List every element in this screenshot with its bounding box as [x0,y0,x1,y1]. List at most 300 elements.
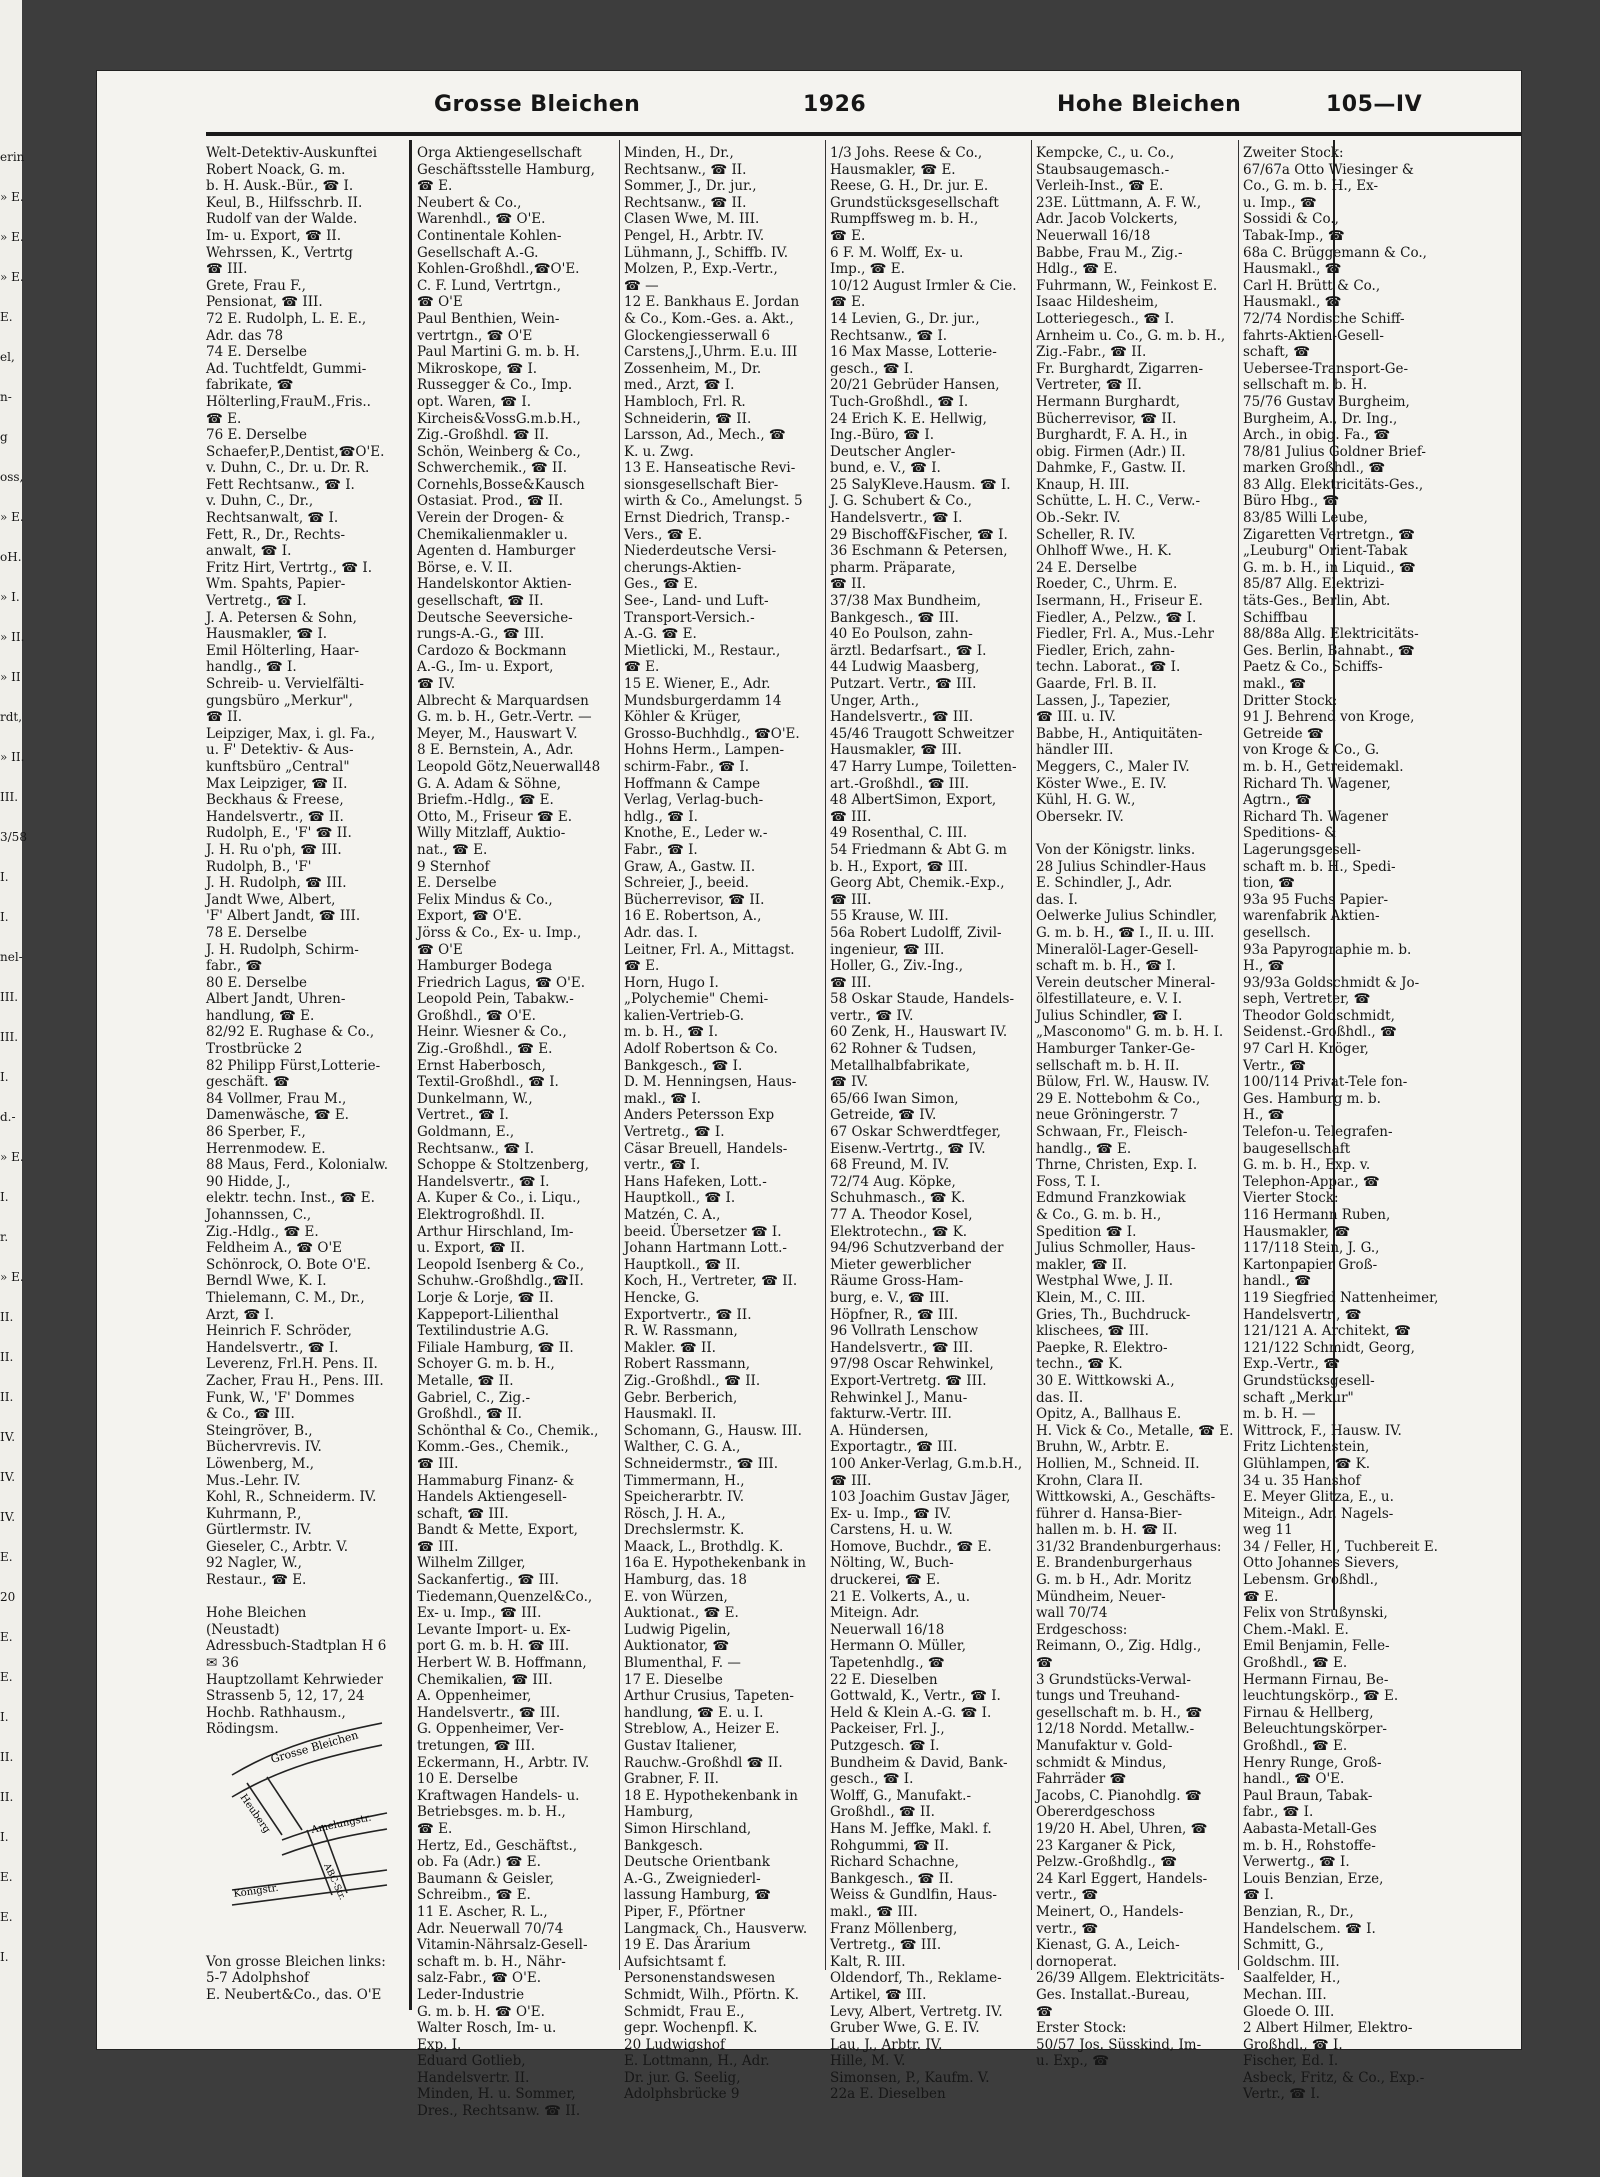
directory-line: Bücherrevisor, ☎ II. [1036,410,1177,427]
directory-line: Minden, H., Dr., [624,145,734,161]
directory-line: C. F. Lund, Vertrtgn., [417,277,562,294]
directory-line: Speditions- & [1243,825,1337,842]
directory-line: 82 Philipp Fürst,Lotterie- [206,1057,381,1074]
directory-line: Knaup, H. III. [1036,476,1130,493]
directory-line: Vertretg., ☎ I. [624,1124,725,1141]
directory-line: Betriebsges. m. b. H., [417,1804,566,1821]
directory-line: Kartonpapier Groß- [1243,1256,1378,1273]
directory-line: Rechtsanwalt, ☎ I. [206,510,339,527]
directory-line: Aufsichtsamt f. [624,1953,727,1970]
directory-line: Zweiter Stock: [1243,145,1344,161]
directory-line: Miteign., Adr. Nagels- [1243,1505,1394,1522]
directory-line: fabr., ☎ [206,958,263,975]
directory-line: Klein, M., C. III. [1036,1289,1146,1306]
adjacent-page-fragment: d.- [0,1110,16,1124]
directory-line: Imp., ☎ E. [830,261,905,278]
directory-line: Kuhrmann, P., [206,1505,302,1522]
directory-line: Arthur Hirschland, Im- [417,1223,574,1240]
directory-line: Gustav Italiener, [624,1738,738,1754]
header-year: 1926 [803,92,867,117]
directory-line [206,1589,406,1606]
directory-line: Otto, M., Friseur ☎ E. [417,808,573,825]
directory-line: Dr. jur. G. Seelig, [624,2069,741,2086]
directory-line: Co., G. m. b. H., Ex- [1243,178,1379,195]
directory-line: Neubert & Co., [417,194,522,211]
column-separator [619,140,620,1970]
adjacent-page-fragment: II. [0,1750,14,1764]
directory-line: Nölting, W., Buch- [830,1555,954,1572]
directory-line: & Co., G. m. b. H., [1036,1207,1162,1223]
directory-line: Herbert W. B. Hoffmann, [417,1655,587,1672]
directory-line: Hausmakler, ☎ [1243,1223,1351,1240]
directory-line: Hausmakler, ☎ E. [830,161,956,178]
directory-line: Sackanfertig., ☎ III. [417,1572,559,1589]
directory-line: 17 E. Dieselbe [624,1671,723,1688]
adjacent-page-fragment: el, [0,350,15,364]
directory-line: 54 Friedmann & Abt G. m [830,841,1007,858]
directory-line: Erdgeschoss: [1036,1621,1128,1638]
directory-line: Beleuchtungskörper- [1243,1721,1387,1738]
directory-line: 29 E. Nottebohm & Co., [1036,1090,1201,1107]
directory-line: Oldendorf, Th., Reklame- [830,1970,1002,1987]
directory-line: Räume Gross-Ham- [830,1273,964,1290]
directory-line: Robert Noack, G. m. [206,161,346,178]
directory-line: Baumann & Geisler, [417,1870,555,1887]
directory-line: Simonsen, P., Kaufm. V. [830,2069,990,2086]
directory-line: Glockengiesserwall 6 [624,327,771,344]
directory-line: Beckhaus & Freese, [206,792,344,809]
directory-line: ☎ IV. [830,1074,869,1091]
directory-line: 62 Rohner & Tudsen, [830,1041,977,1058]
directory-line: 19/20 H. Abel, Uhren, ☎ [1036,1820,1208,1837]
directory-line: Welt-Detektiv-Auskunftei [206,145,378,161]
adjacent-page-fragment: I. [0,1950,9,1964]
adjacent-page-fragment: E. [0,1670,13,1684]
directory-line: 16a E. Hypothekenbank in [624,1555,806,1572]
map-label: Grosse Bleichen [269,1728,360,1766]
directory-line: G. Oppenheimer, Ver- [417,1721,564,1738]
directory-line: Schön, Weinberg & Co., [417,443,581,460]
directory-line: Babbe, H., Antiquitäten- [1036,725,1203,742]
directory-line: Fahrräder ☎ [1036,1771,1127,1788]
directory-line: gungsbüro „Merkur", [206,692,353,709]
directory-line: Ges., ☎ E. [624,576,698,593]
directory-line: Tabak-Imp., ☎ [1243,227,1345,244]
directory-line: Dahmke, F., Gastw. II. [1036,460,1186,477]
directory-line: 13 E. Hanseatische Revi- [624,460,796,477]
directory-line: Exp.-Vertr., ☎ [1243,1356,1341,1373]
directory-line: leuchtungskörp., ☎ E. [1243,1688,1399,1705]
directory-line: Russegger & Co., Imp. [417,377,573,394]
directory-line: (Neustadt) [206,1621,280,1638]
directory-line: Wolff, G., Manufakt.- [830,1787,972,1804]
directory-line: Kohl, R., Schneiderm. IV. [206,1489,377,1506]
directory-line: Feldheim A., ☎ O'E [206,1240,343,1257]
directory-line: 10/12 August Irmler & Cie. [830,277,1017,294]
directory-line: Albert Jandt, Uhren- [206,991,346,1008]
directory-line: Warenhdl., ☎ O'E. [417,211,546,228]
directory-line: Verleih-Inst., ☎ E. [1036,178,1164,195]
adjacent-page-fragment: III. [0,1030,19,1044]
directory-line: Hölterling,FrauM.,Fris.. [206,393,371,410]
directory-line: Richard Schachne, [830,1854,959,1871]
directory-line: Hermann O. Müller, [830,1638,967,1655]
directory-line: Hans M. Jeffke, Makl. f. [830,1820,992,1837]
directory-line: Blumenthal, F. — [624,1655,741,1672]
directory-line: Mikroskope, ☎ I. [417,360,538,377]
directory-line: 67 Oskar Schwerdtfeger, [830,1124,1001,1141]
directory-line: A.-G., Im- u. Export, [417,659,554,676]
directory-line: händler III. [1036,742,1114,759]
directory-line: ☎ E. [624,958,660,975]
directory-line: 28 Julius Schindler-Haus [1036,858,1207,875]
directory-line: fabr., ☎ I. [1243,1804,1314,1821]
directory-line: 121/121 A. Architekt, ☎ [1243,1323,1411,1340]
directory-line: wall 70/74 [1036,1605,1108,1622]
directory-line: Wilhelm Zillger, [417,1555,526,1572]
directory-line: Vertr., ☎ I. [1243,2086,1320,2103]
directory-line: Textilindustrie A.G. [417,1323,550,1340]
directory-line: neue Gröningerstr. 7 [1036,1107,1179,1124]
column-5 [1036,145,1234,2070]
directory-line: Uebersee-Transport-Ge- [1243,360,1409,377]
directory-line: Schreib- u. Vervielfälti- [206,676,364,692]
directory-line: ☎ II. [830,576,867,593]
directory-line: Emil Hölterling, Haar- [206,642,360,659]
directory-line: 'F' Albert Jandt, ☎ III. [206,908,361,925]
adjacent-page-fragment: » E. [0,1270,24,1284]
directory-line: Gabriel, C., Zig.- [417,1389,531,1406]
map-label: Königstr. [232,1882,280,1900]
directory-line: Pengel, H., Arbtr. IV. [624,227,765,244]
directory-line: ☎ I. [1243,1887,1274,1904]
directory-line: Leopold Pein, Tabakw.- [417,991,574,1008]
directory-line: G. m. b. H., Exp. v. [1243,1157,1371,1174]
directory-line: Büro Hbg., ☎ [1243,493,1340,510]
directory-line: Unger, Arth., [830,692,920,709]
directory-line: ☎ E. [830,294,866,311]
directory-line: ob. Fa (Adr.) ☎ E. [417,1854,541,1871]
directory-line [1036,825,1234,842]
directory-line: 103 Joachim Gustav Jäger, [830,1489,1011,1506]
directory-line: Minden, H. u. Sommer, [417,2086,576,2103]
directory-line: ☎ II. [206,709,243,726]
directory-line: Tapetenhdlg., ☎ [830,1655,945,1672]
adjacent-page-fragment: IV. [0,1430,16,1444]
directory-line: 47 Harry Lumpe, Toiletten- [830,758,1017,775]
directory-line: Damenwäsche, ☎ E. [206,1107,349,1124]
directory-line: Kircheis&VossG.m.b.H., [417,410,581,427]
directory-line: Deutscher Angler- [830,443,956,460]
directory-line: u. Export, ☎ II. [417,1240,526,1257]
directory-line: Paul Benthien, Wein- [417,310,560,327]
adjacent-page-fragment: 20 [0,1590,16,1604]
directory-line: Handelsvertr., ☎ II. [206,808,344,825]
column-4 [830,145,1028,2103]
directory-line: sellschaft m. b. H. [1243,377,1368,394]
directory-line: Transport-Versich.- [624,609,755,626]
directory-line: tungs und Treuhand- [1036,1688,1180,1705]
directory-line: Mündheim, Neuer- [1036,1588,1166,1605]
directory-line: Jandt Wwe, Albert, [206,891,336,908]
directory-line: Strassenb 5, 12, 17, 24 [206,1688,365,1705]
directory-line: Hdlg., ☎ E. [1036,261,1118,278]
directory-line: 11 E. Ascher, R. L., [417,1903,548,1920]
directory-line: Telephon-Appar., ☎ [1243,1173,1380,1190]
directory-line: Hausmakl., ☎ [1243,261,1342,278]
directory-line: Kohlen-Großhdl.,☎O'E. [417,261,580,278]
directory-line: Arzt, ☎ I. [206,1306,275,1323]
header-right-street: Hohe Bleichen [1057,92,1242,117]
directory-line: Thielemann, C. M., Dr., [206,1289,365,1306]
directory-line: sionsgesellschaft Bier- [624,476,779,493]
directory-line: b. H. Ausk.-Bür., ☎ I. [206,178,354,195]
directory-line: Gesellschaft A.-G. [417,244,539,261]
directory-line: Hermann Firnau, Be- [1243,1671,1389,1688]
directory-line: Trostbrücke 2 [206,1041,303,1058]
directory-line: „Masconomo" G. m. b. H. I. [1036,1024,1224,1041]
directory-line: Getreide, ☎ IV. [830,1107,937,1124]
adjacent-page-fragment: I. [0,1710,9,1724]
directory-line: Reimann, O., Zig. Hdlg., [1036,1638,1202,1655]
directory-line: Grosso-Buchhdlg., ☎O'E. [624,725,800,742]
directory-line: Schönrock, O. Bote O'E. [206,1256,371,1273]
directory-line: ☎ O'E [417,294,463,311]
directory-line: Hermann Burghardt, [1036,393,1181,410]
adjacent-page-fragment: II. [0,1790,14,1804]
directory-line: u. Exp., ☎ [1036,2053,1110,2070]
directory-line: ☎ III. u. IV. [1036,709,1116,726]
directory-line: E. Derselbe [417,875,497,892]
directory-line: 93a 95 Fuchs Papier- [1243,891,1389,908]
directory-line: 83 Allg. Elektricitäts-Ges., [1243,476,1424,493]
directory-line: Rumpffsweg m. b. H., [830,211,979,228]
adjacent-page-fragment: » II. [0,630,25,644]
directory-line: Franz Möllenberg, [830,1920,958,1937]
directory-line: Schaefer,P.,Dentist,☎O'E. [206,443,385,460]
directory-line: E. Lottmann, H., Adr. [624,2053,770,2070]
directory-line: führer d. Hansa-Bier- [1036,1505,1183,1522]
directory-line: schaft, ☎ [1243,344,1311,361]
directory-line: Maack, L., Brothdlg. K. [624,1538,784,1555]
directory-line: Schwerchemik., ☎ II. [417,460,567,477]
directory-line: Schuhw.-Großhdlg.,☎II. [417,1273,584,1290]
directory-line: Hamburg, [624,1804,694,1821]
directory-line: v. Duhn, C., Dr. u. Dr. R. [206,460,370,477]
directory-line: Schomann, G., Hausw. III. [624,1422,802,1439]
directory-line: Gieseler, C., Arbtr. V. [206,1538,349,1555]
directory-line: ☎ E. [417,1820,453,1837]
directory-line: Adressbuch-Stadtplan H 6 [206,1638,387,1655]
directory-line: Edmund Franzkowiak [1036,1190,1186,1207]
directory-line: Rechtsanw., ☎ II. [624,194,747,211]
directory-line: Restaur., ☎ E. [206,1572,307,1589]
directory-line: 3 Grundstücks-Verwal- [1036,1671,1191,1688]
directory-line: Fischer, Ed. I. [1243,2053,1339,2070]
directory-line: gesch., ☎ I. [830,1771,914,1788]
directory-line: salz-Fabr., ☎ O'E. [417,1970,541,1987]
directory-line: Komm.-Ges., Chemik., [417,1439,569,1456]
directory-line: Filiale Hamburg, ☎ II. [417,1339,574,1356]
directory-line: Lühmann, J., Schiffb. IV. [624,244,789,261]
directory-line: Matzén, C. A., [624,1207,721,1223]
column-3 [624,145,822,2103]
directory-line: Fiedler, Frl. A., Mus.-Lehr [1036,626,1214,643]
directory-line: kalien-Vertrieb-G. [624,1007,745,1024]
directory-line: Rechtsanw., ☎ I. [830,327,948,344]
directory-line: u. Imp., ☎ [1243,194,1317,211]
directory-line: Kühl, H. G. W., [1036,792,1136,809]
directory-line: Gries, Th., Buchdruck- [1036,1306,1191,1323]
directory-line: Graw, A., Gastw. II. [624,858,756,875]
adjacent-page-fragment: IV. [0,1470,16,1484]
directory-line: Miteign. Adr. [830,1605,920,1622]
directory-line: Gaarde, Frl. B. II. [1036,676,1157,692]
directory-line: Großhdl., ☎ II. [830,1804,935,1821]
directory-line: Grundstücksgesell- [1243,1372,1375,1389]
directory-line: Ob.-Sekr. IV. [1036,510,1121,527]
directory-line: Eckermann, H., Arbtr. IV. [417,1754,590,1771]
directory-line: Zig.-Großhdl., ☎ E. [417,1041,553,1058]
directory-line: Elektrogroßhdl. II. [417,1207,545,1223]
directory-line: Benzian, R., Dr., [1243,1903,1354,1920]
directory-line: 90 Hidde, J., [206,1173,291,1190]
directory-line: J. H. Rudolph, Schirm- [206,941,359,958]
directory-line: ölfestillateure, e. V. I. [1036,991,1183,1008]
directory-line: Vertr., ☎ [1243,1057,1307,1074]
directory-line: handlung, ☎ E. [206,1007,315,1024]
directory-line: 22a E. Dieselben [830,2086,946,2103]
directory-line: Bankgesch. [624,1837,703,1854]
directory-line: 29 Bischoff&Fischer, ☎ I. [830,526,1008,543]
directory-line: Bücherrevisor, ☎ II. [624,891,765,908]
directory-line: Schmidt, Wilh., Pförtn. K. [624,1986,799,2003]
directory-line: ☎ III. [830,808,872,825]
directory-line: Albrecht & Marquardsen [417,692,589,709]
directory-line: Schwaan, Fr., Fleisch- [1036,1124,1188,1141]
directory-line: Willy Mitzlaff, Auktio- [417,825,566,842]
directory-line: Lotteriegesch., ☎ I. [1036,310,1175,327]
directory-line: gepr. Wochenpfl. K. [624,2020,758,2037]
directory-line: A. Oppenheimer, [417,1688,532,1705]
directory-line: geschäft. ☎ [206,1074,290,1091]
directory-line: Continentale Kohlen- [417,227,562,244]
directory-line: gesellsch. [1243,924,1311,941]
directory-line: Reese, G. H., Dr. jur. E. [830,178,989,195]
directory-line: ☎ E. [417,178,453,195]
directory-line: vertrtgn., ☎ O'E [417,327,533,344]
directory-line: ☎ E. [206,410,242,427]
directory-line: Ex- u. Imp., ☎ IV. [830,1505,952,1522]
adjacent-page-fragment: » E. [0,270,24,284]
directory-line: Leipziger, Max, i. gl. Fa., [206,725,376,742]
directory-line: Holler, G., Ziv.-Ing., [830,958,964,975]
adjacent-page-fragment: E. [0,1870,13,1884]
directory-line: das. II. [1036,1389,1084,1406]
directory-line: Rechtsanw., ☎ II. [624,161,747,178]
directory-line: Oelwerke Julius Schindler, [1036,908,1218,925]
directory-line: schirm-Fabr., ☎ I. [624,758,750,775]
directory-line: Getreide ☎ [1243,725,1324,742]
directory-line: Deutsche Orientbank [624,1854,770,1871]
directory-line: 14 Levien, G., Dr. jur., [830,310,980,327]
adjacent-page-fragment: » II. [0,750,25,764]
directory-line: ☎ III. [830,1472,872,1489]
header-left-street: Grosse Bleichen [434,92,641,117]
directory-line: Auktionat., ☎ E. [624,1605,739,1622]
directory-line: Hauptkoll., ☎ II. [624,1256,741,1273]
directory-line: A. Kuper & Co., i. Liqu., [417,1190,581,1207]
directory-line: Chemikalien, ☎ III. [417,1671,553,1688]
directory-line: Bandt & Mette, Export, [417,1522,578,1539]
directory-line: Briefm.-Hdlg., ☎ E. [417,792,554,809]
directory-line: Löwenberg, M., [206,1455,315,1472]
directory-line: Fiedler, Erich, zahn- [1036,642,1175,659]
directory-line: 20 Ludwigshof [624,2036,726,2053]
directory-line: Großhdl., ☎ I. [1243,2036,1343,2053]
directory-line: 60 Zenk, H., Hauswart IV. [830,1024,1008,1041]
directory-line: A.-G., Zweigniederl- [624,1870,761,1887]
directory-line: Johannssen, C., [206,1207,312,1223]
directory-line: ☎ III. [206,261,248,278]
directory-line: Handelsvertr., ☎ I. [830,510,963,527]
directory-line: Isermann, H., Friseur E. [1036,593,1203,610]
directory-line: Kienast, G. A., Leich- [1036,1937,1180,1954]
directory-line: 19 E. Das Ärarium [624,1937,751,1954]
directory-line: Mieter gewerblicher [830,1256,971,1273]
directory-line: 34 / Feller, H., Tuchbereit E. [1243,1538,1438,1555]
directory-line: Handelskontor Aktien- [417,576,572,593]
directory-line: makl., ☎ I. [624,1090,701,1107]
directory-line: Metalle, ☎ II. [417,1372,514,1389]
column-separator [1238,140,1239,1970]
directory-line: techn. Laborat., ☎ I. [1036,659,1181,676]
directory-line: Paul Martini G. m. b. H. [417,344,580,361]
adjacent-page-fragment: III. [0,990,19,1004]
directory-line: fahrts-Aktien-Gesell- [1243,327,1384,344]
adjacent-page-fragment: r. [0,1230,9,1244]
directory-line: J. G. Schubert & Co., [830,493,972,510]
directory-line: Zossenheim, M., Dr. [624,360,762,377]
directory-line: Arch., in obig. Fa., ☎ [1243,427,1391,444]
directory-line: das. I. [1036,891,1078,908]
directory-line: Cardozo & Bockmann [417,642,567,659]
directory-line: elektr. techn. Inst., ☎ E. [206,1190,375,1207]
directory-line: Goldmann, E., [417,1124,515,1141]
directory-line: Ernst Diedrich, Transp.- [624,510,790,527]
directory-line: Cäsar Breuell, Handels- [624,1140,788,1157]
directory-line: Bruhn, W., Arbtr. E. [1036,1439,1170,1456]
directory-line: vertr., ☎ [1036,1887,1099,1904]
directory-line: Langmack, Ch., Hausverw. [624,1920,808,1937]
directory-line: Großhdl., ☎ O'E. [417,1007,536,1024]
directory-line: Schönthal & Co., Chemik., [417,1422,599,1439]
column-separator [409,140,412,2010]
directory-line: Lorje & Lorje, ☎ II. [417,1289,554,1306]
directory-line: 72/74 Nordische Schiff- [1243,310,1405,327]
adjacent-page-fragment: » E. [0,1150,24,1164]
directory-line: 117/118 Stein, J. G., [1243,1240,1380,1257]
directory-line: Hamburger Tanker-Ge- [1036,1041,1196,1058]
directory-line: Handelsvertr., ☎ III. [830,1339,974,1356]
directory-line: rungs-A.-G., ☎ III. [417,626,545,643]
directory-line: 10 E. Derselbe [417,1771,519,1788]
directory-line: 78/81 Julius Goldner Brief- [1243,443,1426,460]
directory-line: Erster Stock: [1036,2020,1127,2037]
directory-line: handlg., ☎ E. [1036,1140,1132,1157]
directory-line: Foss, T. I. [1036,1173,1101,1190]
directory-line: Westphal Wwe, J. II. [1036,1273,1174,1290]
